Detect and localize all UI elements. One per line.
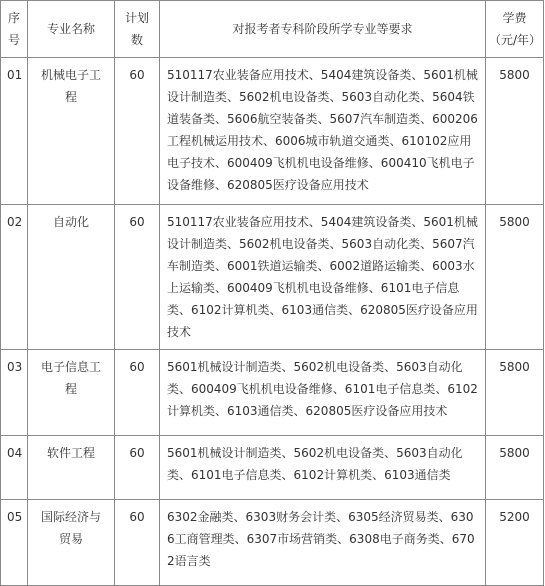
row-no: 05 [1, 500, 28, 586]
row-fee: 5800 [486, 58, 544, 205]
row-requirement: 5601机械设计制造类、5602机电设备类、5603自动化类、6101电子信息类、6102计算机类、6103通信类 [160, 436, 486, 500]
header-name: 专业名称 [28, 1, 115, 58]
table-row [1, 436, 544, 500]
row-no: 01 [1, 58, 28, 205]
row-fee: 5200 [486, 500, 544, 586]
table-row [1, 58, 544, 205]
header-no: 序号 [1, 1, 28, 58]
row-name: 自动化 [28, 205, 115, 350]
row-plan: 60 [115, 350, 160, 436]
row-plan: 60 [115, 58, 160, 205]
row-no: 02 [1, 205, 28, 350]
header-fee: 学费（元/年） [486, 1, 544, 58]
row-name: 软件工程 [28, 436, 115, 500]
table-row [1, 500, 544, 586]
row-no: 04 [1, 436, 28, 500]
row-plan: 60 [115, 205, 160, 350]
row-requirement: 510117农业装备应用技术、5404建筑设备类、5601机械设计制造类、5602机电设备类、5603自动化类、5604铁道装备类、5606航空装备类、5607汽车制造类、600206工程机械运用技术、6006城市轨道交通类、610102应用电子技术、600409飞机机电设备维修、600410飞机电子设备维修、620805医疗设备应用技术 [160, 58, 486, 205]
table-header-row [1, 1, 544, 58]
header-requirement: 对报考者专科阶段所学专业等要求 [160, 1, 486, 58]
row-fee: 5800 [486, 205, 544, 350]
row-plan: 60 [115, 500, 160, 586]
row-requirement: 6302金融类、6303财务会计类、6305经济贸易类、6306工商管理类、6307市场营销类、6308电子商务类、6702语言类 [160, 500, 486, 586]
row-plan: 60 [115, 436, 160, 500]
row-no: 03 [1, 350, 28, 436]
table-row [1, 205, 544, 350]
row-fee: 5800 [486, 436, 544, 500]
row-name: 电子信息工程 [28, 350, 115, 436]
row-name: 机械电子工程 [28, 58, 115, 205]
row-requirement: 5601机械设计制造类、5602机电设备类、5603自动化类、600409飞机机电设备维修、6101电子信息类、6102计算机类、6103通信类、620805医疗设备应用技术 [160, 350, 486, 436]
row-name: 国际经济与贸易 [28, 500, 115, 586]
row-requirement: 510117农业装备应用技术、5404建筑设备类、5601机械设计制造类、5602机电设备类、5603自动化类、5607汽车制造类、6001铁道运输类、6002道路运输类、6003水上运输类、600409飞机机电设备维修、6101电子信息类、6102计算机类、6103通信类、620805医疗设备应用技术 [160, 205, 486, 350]
header-plan: 计划数 [115, 1, 160, 58]
table-row [1, 350, 544, 436]
row-fee: 5800 [486, 350, 544, 436]
